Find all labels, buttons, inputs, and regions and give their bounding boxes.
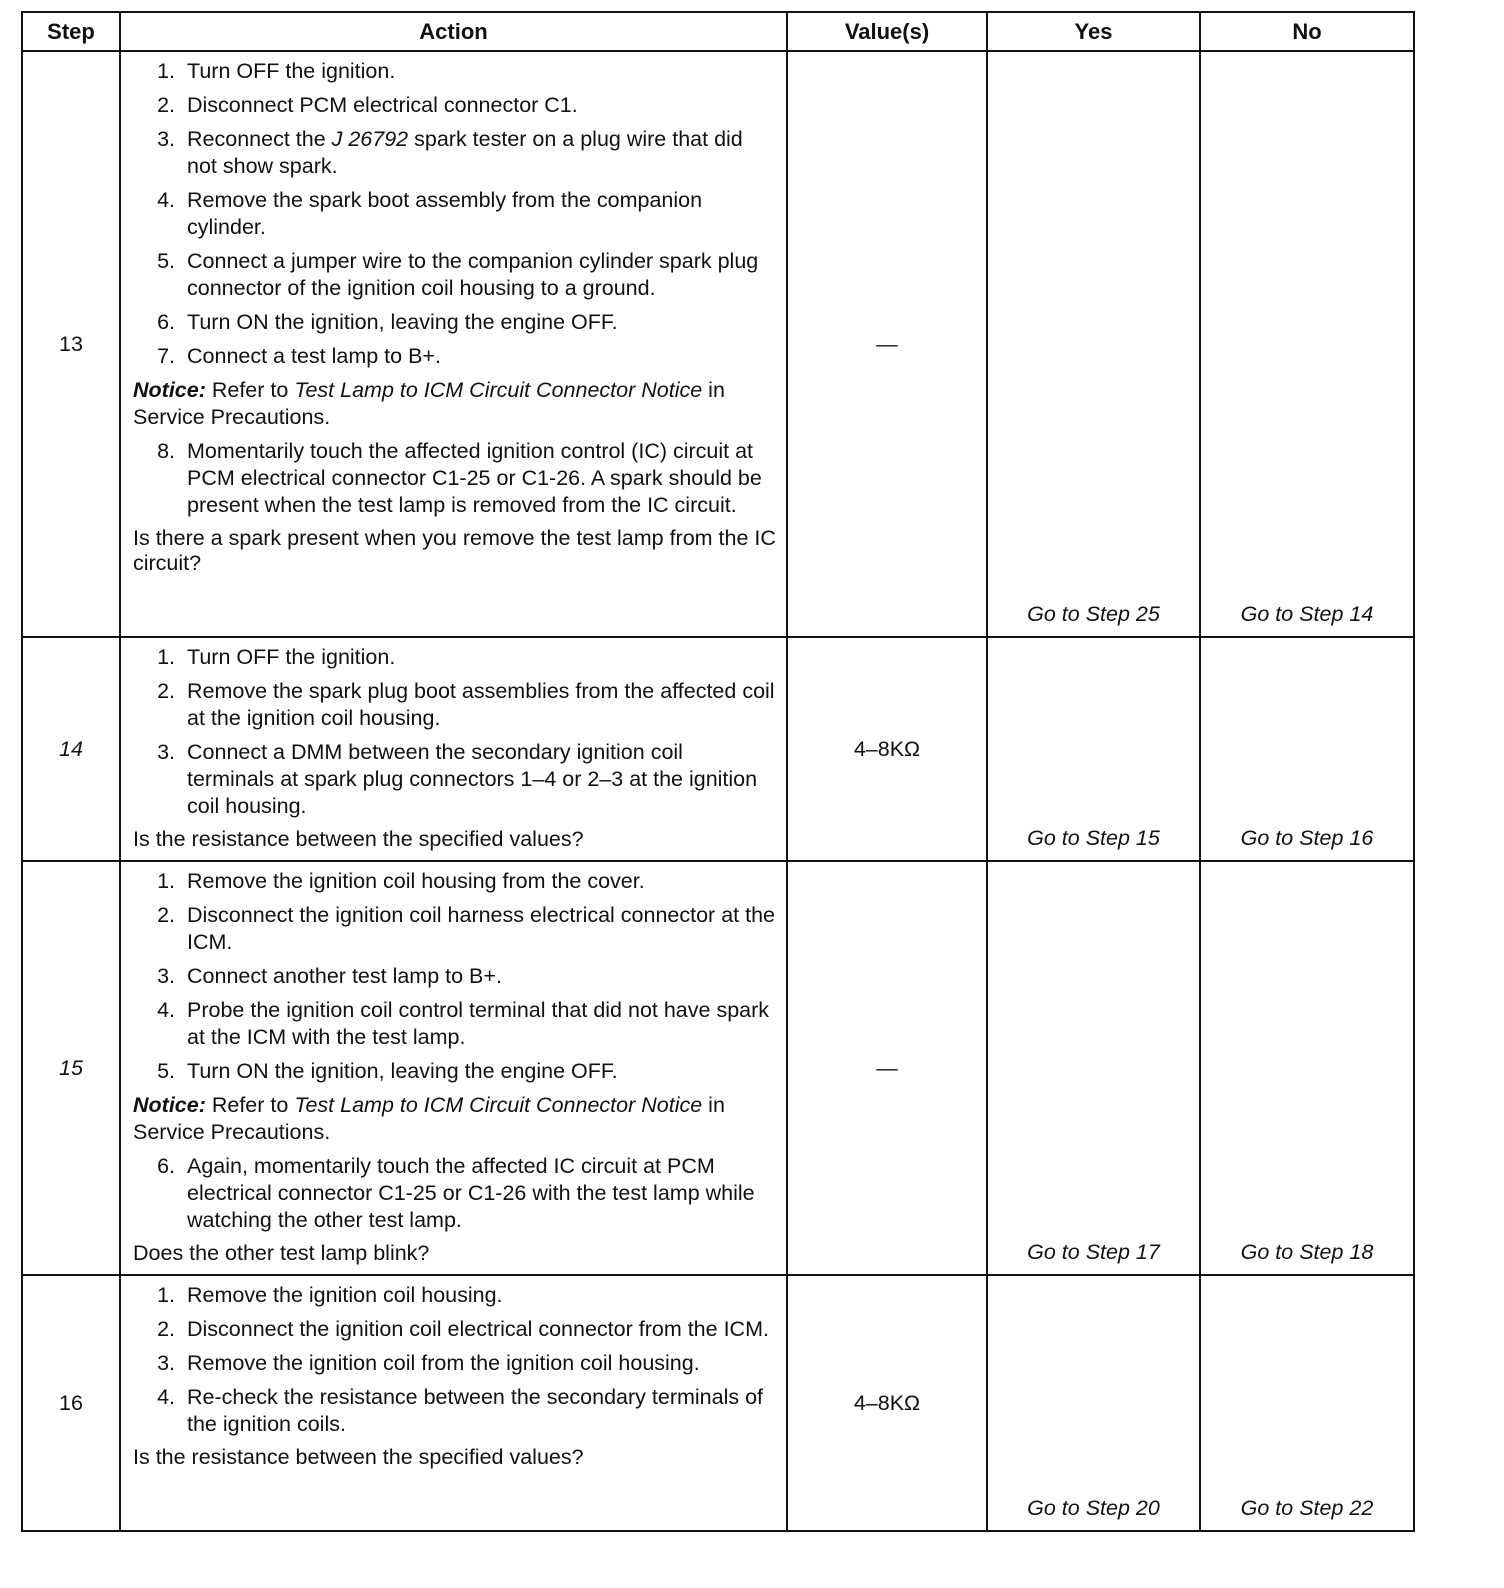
action-step: 4. Probe the ignition coil control terminal that did not have spark at the ICM with the test lamp.	[157, 998, 770, 1049]
question: Is the resistance between the specified values?	[133, 1445, 584, 1469]
header-row	[22, 12, 1414, 51]
notice: Notice: Refer to Test Lamp to ICM Circuit Connector Notice in Service Precautions.	[133, 378, 725, 429]
action-steps	[133, 644, 776, 820]
header-step: Step	[22, 12, 120, 51]
action-cell	[120, 637, 787, 861]
action-step: 3. Remove the ignition coil from the ignition coil housing.	[157, 1351, 700, 1375]
action-step: 6. Turn ON the ignition, leaving the engine OFF.	[157, 310, 618, 334]
question: Does the other test lamp blink?	[133, 1241, 430, 1265]
action-step: 3. Connect a DMM between the secondary ignition coil terminals at spark plug connectors 1–4 or 2–3 at the ignition coil housing.	[157, 740, 758, 818]
action-step: 2. Disconnect the ignition coil harness electrical connector at the ICM.	[157, 903, 775, 954]
header-no: No	[1200, 12, 1414, 51]
action-step: 6. Again, momentarily touch the affected IC circuit at PCM electrical connector C1-25 or C1-26 with the test lamp while watching the other test lamp.	[157, 1154, 755, 1232]
action-step: 8. Momentarily touch the affected ignition control (IC) circuit at PCM electrical connector C1-25 or C1-26. A spark should be present when the test lamp is removed from the IC circuit.	[157, 439, 762, 517]
question: Is the resistance between the specified values?	[133, 827, 584, 851]
step-number: 15	[22, 861, 120, 1275]
value-cell: —	[787, 861, 987, 1275]
step-number: 14	[22, 637, 120, 861]
action-steps	[133, 1282, 776, 1438]
no-link[interactable]: Go to Step 18	[1200, 861, 1414, 1275]
tool-reference: J 26792	[331, 127, 409, 151]
action-step: 1. Turn OFF the ignition.	[157, 59, 396, 83]
action-cell	[120, 861, 787, 1275]
action-step: 2. Disconnect the ignition coil electrical connector from the ICM.	[157, 1317, 769, 1341]
action-steps	[133, 58, 776, 370]
action-steps	[133, 868, 776, 1085]
notice-link: Test Lamp to ICM Circuit Connector Notice	[294, 1093, 703, 1117]
question: Is there a spark present when you remove the test lamp from the IC circuit?	[133, 526, 776, 575]
action-step: 1. Turn OFF the ignition.	[157, 645, 396, 669]
header-yes: Yes	[987, 12, 1200, 51]
action-step: 5. Turn ON the ignition, leaving the engine OFF.	[157, 1059, 618, 1083]
action-cell	[120, 1275, 787, 1531]
yes-link[interactable]: Go to Step 17	[987, 861, 1200, 1275]
table-row	[22, 637, 1414, 861]
no-link[interactable]: Go to Step 16	[1200, 637, 1414, 861]
table-row	[22, 51, 1414, 637]
action-step: 2. Disconnect PCM electrical connector C1.	[157, 93, 578, 117]
yes-link[interactable]: Go to Step 15	[987, 637, 1200, 861]
step-number: 13	[22, 51, 120, 637]
table-row	[22, 861, 1414, 1275]
action-step: 4. Re-check the resistance between the secondary terminals of the ignition coils.	[157, 1385, 764, 1436]
diagnostic-table	[21, 11, 1415, 1532]
yes-link[interactable]: Go to Step 20	[987, 1275, 1200, 1531]
header-values: Value(s)	[787, 12, 987, 51]
step-number: 16	[22, 1275, 120, 1531]
action-step: 3. Connect another test lamp to B+.	[157, 964, 502, 988]
value-cell: 4–8KΩ	[787, 1275, 987, 1531]
yes-link[interactable]: Go to Step 25	[987, 51, 1200, 637]
value-cell: 4–8KΩ	[787, 637, 987, 861]
action-step: 7. Connect a test lamp to B+.	[157, 344, 441, 368]
action-steps	[133, 1153, 776, 1234]
header-action: Action	[120, 12, 787, 51]
action-step: 4. Remove the spark boot assembly from the companion cylinder.	[157, 188, 703, 239]
action-step: 5. Connect a jumper wire to the companion cylinder spark plug connector of the ignition coil housing to a ground.	[157, 249, 759, 300]
value-cell: —	[787, 51, 987, 637]
notice: Notice: Refer to Test Lamp to ICM Circuit Connector Notice in Service Precautions.	[133, 1093, 725, 1144]
action-step: 1. Remove the ignition coil housing from the cover.	[157, 869, 645, 893]
no-link[interactable]: Go to Step 22	[1200, 1275, 1414, 1531]
action-cell	[120, 51, 787, 637]
action-steps	[133, 438, 776, 519]
no-link[interactable]: Go to Step 14	[1200, 51, 1414, 637]
action-step: 2. Remove the spark plug boot assemblies from the affected coil at the ignition coil housing.	[157, 679, 775, 730]
table-row	[22, 1275, 1414, 1531]
notice-link: Test Lamp to ICM Circuit Connector Notice	[294, 378, 703, 402]
action-step: 3. Reconnect the J 26792 spark tester on a plug wire that did not show spark.	[157, 127, 743, 178]
action-step: 1. Remove the ignition coil housing.	[157, 1283, 503, 1307]
